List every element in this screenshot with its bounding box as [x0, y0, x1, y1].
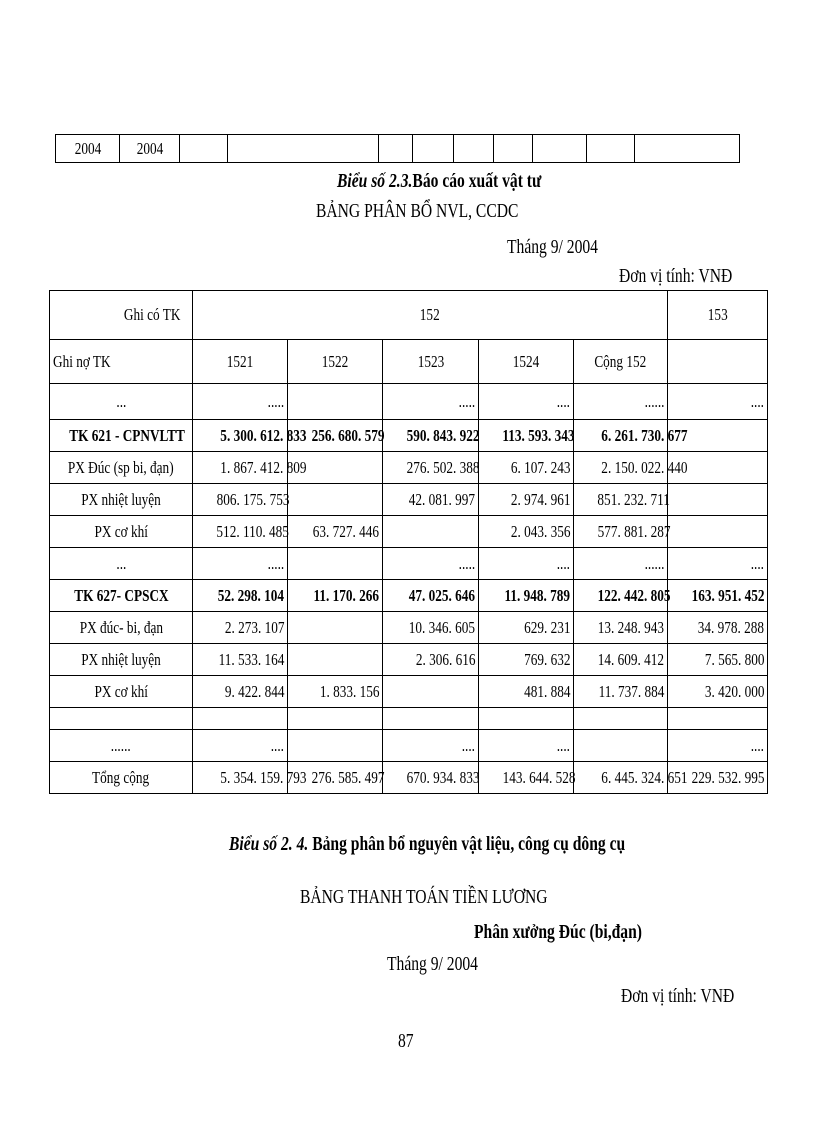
row-value: 6. 445. 324. 651 [574, 762, 668, 794]
col-header-1524: 1524 [479, 340, 574, 384]
row-value: 590. 843. 922 [383, 420, 479, 452]
row-value: 276. 585. 497 [288, 762, 383, 794]
strip-cell [454, 135, 494, 163]
row-value [479, 708, 574, 730]
payroll-title: BẢNG THANH TOÁN TIỀN LƯƠNG [300, 886, 548, 908]
row-value: 1. 833. 156 [288, 676, 383, 708]
row-value [193, 708, 288, 730]
workshop-name: Phân xưởng Đúc (bi,đạn) [474, 921, 642, 943]
row-value [288, 384, 383, 420]
row-value: ..... [383, 548, 479, 580]
col-header-153-blank [668, 340, 768, 384]
table-row [50, 676, 768, 708]
row-value: .... [668, 548, 768, 580]
row-value [383, 516, 479, 548]
row-value: ..... [193, 548, 288, 580]
row-value: .... [479, 730, 574, 762]
row-value: ...... [574, 384, 668, 420]
row-value: 2. 150. 022. 440 [574, 452, 668, 484]
row-value [288, 730, 383, 762]
payroll-unit: Đơn vị tính: VNĐ [621, 985, 735, 1007]
row-value: 670. 934. 833 [383, 762, 479, 794]
row-value: 52. 298. 104 [193, 580, 288, 612]
row-value: 2. 043. 356 [479, 516, 574, 548]
table-row [50, 516, 768, 548]
row-value [288, 644, 383, 676]
row-value: 229. 532. 995 [668, 762, 768, 794]
row-value: 3. 420. 000 [668, 676, 768, 708]
row-value: 2. 306. 616 [383, 644, 479, 676]
strip-cell: 2004 [120, 135, 180, 163]
table-row [50, 708, 768, 730]
row-value: 806. 175. 753 [193, 484, 288, 516]
caption-2-3 [337, 170, 599, 193]
row-value: 481. 884 [479, 676, 574, 708]
allocation-table [49, 290, 768, 794]
row-value: 2. 273. 107 [193, 612, 288, 644]
row-value: 1. 867. 412. 809 [193, 452, 288, 484]
credit-account-header: Ghi có TK [50, 291, 193, 340]
row-value: ..... [193, 384, 288, 420]
row-value: 7. 565. 800 [668, 644, 768, 676]
strip-cell [494, 135, 533, 163]
header-row-1 [50, 291, 768, 340]
row-value: 276. 502. 388 [383, 452, 479, 484]
row-value: 512. 110. 485 [193, 516, 288, 548]
caption-2-4-prefix: Biểu số 2. 4. [229, 833, 309, 855]
strip-cell [413, 135, 454, 163]
table-row [50, 730, 768, 762]
row-value [574, 708, 668, 730]
row-value [288, 612, 383, 644]
top-strip-row [56, 135, 740, 163]
strip-cell [635, 135, 740, 163]
row-value [668, 708, 768, 730]
row-label: PX Đúc (sp bi, đạn) [50, 452, 193, 484]
group-152-header: 152 [193, 291, 668, 340]
row-label: PX nhiệt luyện [50, 644, 193, 676]
page-number: 87 [398, 1030, 414, 1052]
payroll-month: Tháng 9/ 2004 [387, 953, 478, 975]
row-label: PX đúc- bi, đạn [50, 612, 193, 644]
row-value: 10. 346. 605 [383, 612, 479, 644]
row-value: ...... [574, 548, 668, 580]
row-value [288, 484, 383, 516]
table-row [50, 612, 768, 644]
row-value: .... [383, 730, 479, 762]
row-value [288, 708, 383, 730]
row-value: 6. 107. 243 [479, 452, 574, 484]
row-value: 11. 737. 884 [574, 676, 668, 708]
table-row [50, 452, 768, 484]
row-value: 5. 300. 612. 833 [193, 420, 288, 452]
allocation-month: Tháng 9/ 2004 [507, 236, 598, 258]
row-label: PX nhiệt luyện [50, 484, 193, 516]
row-value [288, 548, 383, 580]
table-row [50, 548, 768, 580]
row-value: 577. 881. 287 [574, 516, 668, 548]
col-header-1521: 1521 [193, 340, 288, 384]
row-value: 113. 593. 343 [479, 420, 574, 452]
col-header-total-152: Cộng 152 [574, 340, 668, 384]
row-value [668, 484, 768, 516]
row-value: 34. 978. 288 [668, 612, 768, 644]
debit-account-header: Ghi nợ TK [50, 340, 193, 384]
row-value: 163. 951. 452 [668, 580, 768, 612]
row-value [383, 676, 479, 708]
row-value: 11. 948. 789 [479, 580, 574, 612]
row-value: .... [668, 384, 768, 420]
caption-2-3-prefix: Biểu số 2.3. [337, 170, 413, 192]
row-label: PX cơ khí [50, 676, 193, 708]
row-value: 11. 170. 266 [288, 580, 383, 612]
row-label: ... [50, 548, 193, 580]
row-value [383, 708, 479, 730]
table-row [50, 580, 768, 612]
strip-cell [228, 135, 379, 163]
row-value [574, 730, 668, 762]
strip-cell [587, 135, 635, 163]
row-value: 63. 727. 446 [288, 516, 383, 548]
strip-cell [379, 135, 413, 163]
row-label: ... [50, 384, 193, 420]
group-153-header: 153 [668, 291, 768, 340]
row-label: TK 627- CPSCX [50, 580, 193, 612]
row-value: .... [479, 548, 574, 580]
row-value: 9. 422. 844 [193, 676, 288, 708]
table-row [50, 762, 768, 794]
row-value: 851. 232. 711 [574, 484, 668, 516]
row-value: .... [479, 384, 574, 420]
strip-cell: 2004 [56, 135, 120, 163]
caption-2-4 [229, 833, 737, 856]
row-label: TK 621 - CPNVLTT [50, 420, 193, 452]
row-value: 47. 025. 646 [383, 580, 479, 612]
table-row [50, 644, 768, 676]
row-label: PX cơ khí [50, 516, 193, 548]
row-label: Tổng cộng [50, 762, 193, 794]
top-strip-table [55, 134, 740, 163]
row-value: 143. 644. 528 [479, 762, 574, 794]
row-value: 13. 248. 943 [574, 612, 668, 644]
caption-2-3-text: Báo cáo xuất vật tư [412, 170, 542, 192]
col-header-1523: 1523 [383, 340, 479, 384]
allocation-unit: Đơn vị tính: VNĐ [619, 265, 733, 287]
table-row [50, 484, 768, 516]
row-value [668, 516, 768, 548]
row-value: 6. 261. 730. 677 [574, 420, 668, 452]
row-label: ...... [50, 730, 193, 762]
allocation-table-title: BẢNG PHÂN BỔ NVL, CCDC [316, 200, 519, 222]
row-value: 42. 081. 997 [383, 484, 479, 516]
row-value: 2. 974. 961 [479, 484, 574, 516]
row-value: .... [668, 730, 768, 762]
table-row [50, 420, 768, 452]
row-value: ..... [383, 384, 479, 420]
header-row-2 [50, 340, 768, 384]
col-header-1522: 1522 [288, 340, 383, 384]
caption-2-4-text: Bảng phân bổ nguyên vật liệu, công cụ dông cụ [312, 833, 626, 855]
strip-cell [533, 135, 587, 163]
row-value: 256. 680. 579 [288, 420, 383, 452]
table-row [50, 384, 768, 420]
row-label [50, 708, 193, 730]
row-value: 769. 632 [479, 644, 574, 676]
row-value: 11. 533. 164 [193, 644, 288, 676]
row-value: 122. 442. 805 [574, 580, 668, 612]
row-value: .... [193, 730, 288, 762]
row-value: 5. 354. 159. 793 [193, 762, 288, 794]
row-value: 14. 609. 412 [574, 644, 668, 676]
strip-cell [180, 135, 228, 163]
row-value: 629. 231 [479, 612, 574, 644]
